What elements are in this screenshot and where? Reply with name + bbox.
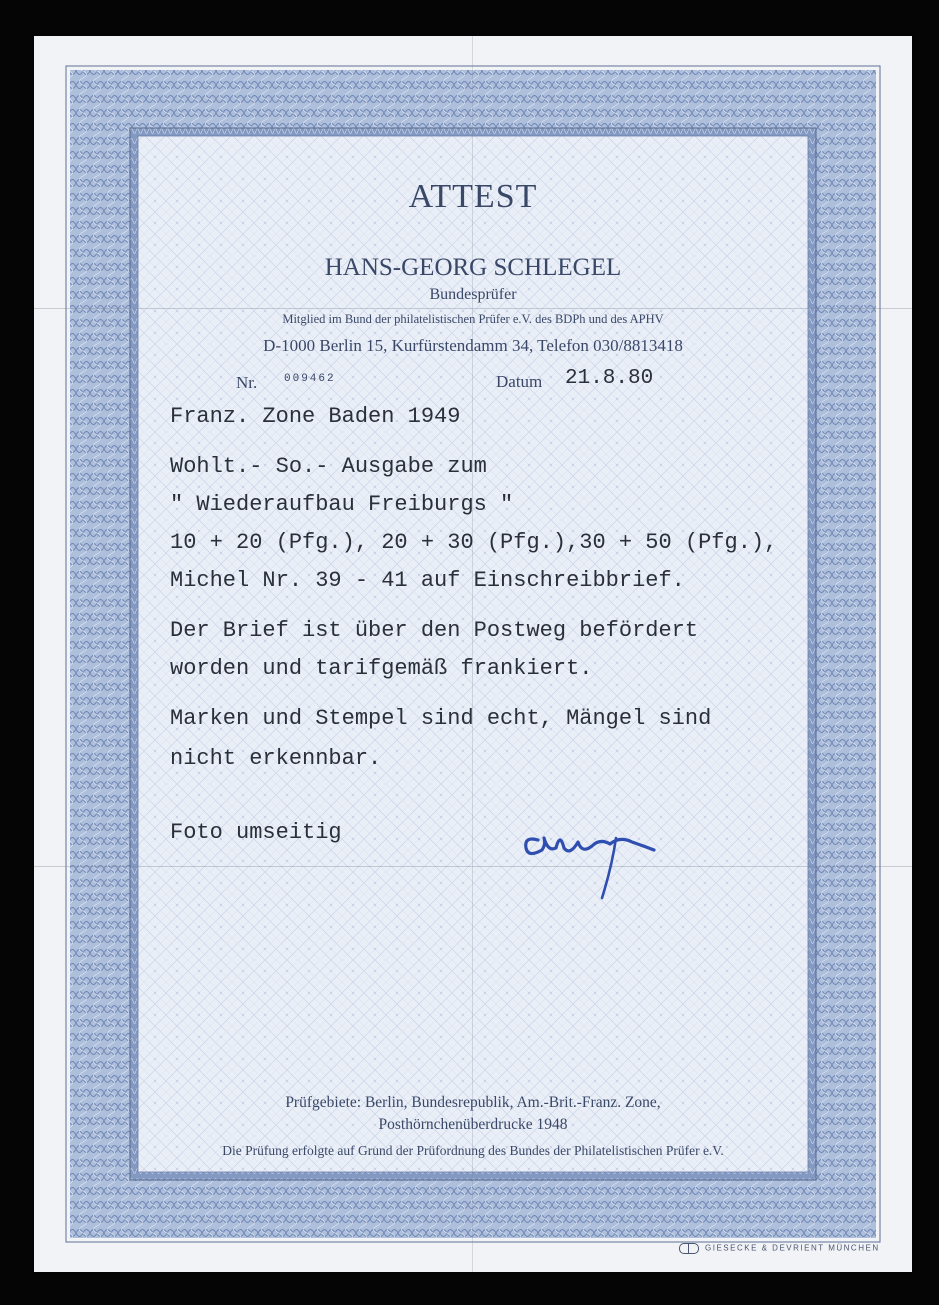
document-title: ATTEST xyxy=(408,178,538,215)
signature xyxy=(520,826,680,916)
body-line: Der Brief ist über den Postweg befördert xyxy=(170,618,699,643)
body-line: worden und tarifgemäß frankiert. xyxy=(170,656,593,681)
examination-areas-2: Posthörnchenüberdrucke 1948 xyxy=(378,1116,568,1133)
membership-line: Mitglied im Bund der philatelistischen Prüfer e.V. des BDPh und des APHV xyxy=(282,312,664,326)
number-label: Nr. xyxy=(236,373,258,392)
fold-line xyxy=(34,308,912,309)
date-label: Datum xyxy=(496,372,543,391)
printer-logo-icon xyxy=(679,1243,699,1254)
legal-note: Die Prüfung erfolgte auf Grund der Prüfordnung des Bundes der Philatelistischen Prüfer e.V. xyxy=(222,1143,724,1158)
certificate-date: 21.8.80 xyxy=(565,367,654,390)
printer-imprint xyxy=(679,1243,880,1254)
address-line: D-1000 Berlin 15, Kurfürstendamm 34, Telefon 030/8813418 xyxy=(263,336,683,355)
body-line: Wohlt.- So.- Ausgabe zum xyxy=(170,454,487,479)
examination-areas: Prüfgebiete: Berlin, Bundesrepublik, Am.-Brit.-Franz. Zone, xyxy=(285,1094,661,1111)
fold-line xyxy=(34,866,912,867)
body-line: nicht erkennbar. xyxy=(170,746,382,771)
examiner-role: Bundesprüfer xyxy=(429,286,517,303)
body-line: Marken und Stempel sind echt, Mängel sind xyxy=(170,706,712,731)
body-line: Foto umseitig xyxy=(170,820,342,845)
body-line: Michel Nr. 39 - 41 auf Einschreibbrief. xyxy=(170,568,685,593)
printer-name: GIESECKE & DEVRIENT MÜNCHEN xyxy=(705,1243,880,1253)
body-line: Franz. Zone Baden 1949 xyxy=(170,404,461,429)
certificate-number: 009462 xyxy=(284,373,336,385)
examiner-name: HANS-GEORG SCHLEGEL xyxy=(324,254,622,281)
certificate-paper xyxy=(34,36,912,1272)
body-line: " Wiederaufbau Freiburgs " xyxy=(170,492,514,517)
body-line: 10 + 20 (Pfg.), 20 + 30 (Pfg.),30 + 50 (Pfg.), xyxy=(170,530,778,555)
fold-line xyxy=(472,36,473,1272)
guilloche-frame xyxy=(34,36,912,1272)
